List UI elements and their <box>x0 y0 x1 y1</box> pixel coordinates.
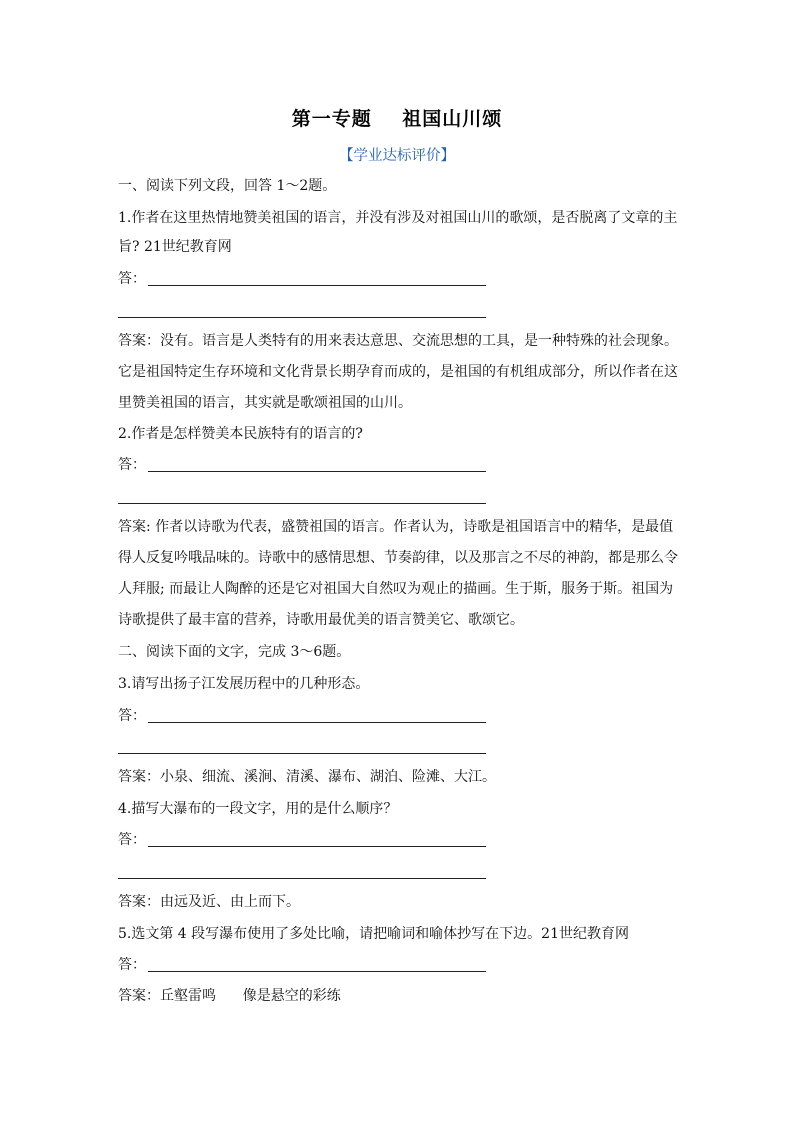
answer-underline <box>118 502 486 504</box>
answer-text: 答案：没有。语言是人类特有的用来表达意思、交流思想的工具，是一种特殊的社会现象。 <box>118 333 678 349</box>
answer-field <box>118 830 486 850</box>
answer-text: 里赞美祖国的语言，其实就是歌颂祖国的山川。 <box>118 395 412 411</box>
section-heading: 二、阅读下面的文字，完成 3～6题。 <box>118 644 351 660</box>
answer-label: 答： <box>118 271 146 287</box>
answer-field <box>118 269 486 289</box>
section-heading: 一、阅读下列文段，回答 1～2题。 <box>118 178 337 194</box>
answer-underline <box>148 722 486 723</box>
answer-text: 它是祖国特定生存环境和文化背景长期孕育而成的，是祖国的有机组成部分，所以作者在这 <box>118 364 678 380</box>
answer-underline <box>118 752 486 754</box>
question-text: 3.请写出扬子江发展历程中的几种形态。 <box>118 676 370 692</box>
answer-text: 人拜服; 而最让人陶醉的还是它对祖国大自然叹为观止的描画。生于斯，服务于斯。祖国为 <box>118 581 674 597</box>
answer-label: 答： <box>118 708 146 724</box>
answer-label: 答： <box>118 832 146 848</box>
question-text: 2.作者是怎样赞美本民族特有的语言的? <box>118 426 363 442</box>
question-text: 4.描写大瀑布的一段文字，用的是什么顺序？ <box>118 801 398 817</box>
answer-label: 答： <box>118 957 146 973</box>
answer-field <box>118 455 486 475</box>
question-text: 1.作者在这里热情地赞美祖国的语言，并没有涉及对祖国山川的歌颂，是否脱离了文章的主 <box>118 210 678 226</box>
answer-underline <box>148 971 486 972</box>
answer-text: 答案：由远及近、由上而下。 <box>118 894 300 910</box>
page-title: 第一专题 祖国山川颂 <box>291 108 503 130</box>
question-text: 旨? 21世纪教育网 <box>118 239 232 255</box>
answer-text: 答案：丘壑雷鸣 像是悬空的彩练 <box>118 988 341 1004</box>
answer-field <box>118 706 486 726</box>
answer-underline <box>118 316 486 318</box>
section-subtitle: 【学业达标评价】 <box>339 148 455 164</box>
answer-text: 答案: 作者以诗歌为代表，盛赞祖国的语言。作者认为，诗歌是祖国语言中的精华，是最值 <box>118 519 674 535</box>
answer-text: 诗歌提供了最丰富的营养，诗歌用最优美的语言赞美它、歌颂它。 <box>118 612 524 628</box>
answer-label: 答： <box>118 457 146 473</box>
question-text: 5.选文第 4 段写瀑布使用了多处比喻，请把喻词和喻体抄写在下边。21世纪教育网 <box>118 926 629 942</box>
answer-text: 答案：小泉、细流、溪涧、清溪、瀑布、湖泊、险滩、大江。 <box>118 769 496 785</box>
answer-field <box>118 955 486 975</box>
answer-underline <box>118 877 486 879</box>
answer-underline <box>148 471 486 472</box>
answer-text: 得人反复吟哦品味的。诗歌中的感情思想、节奏韵律，以及那言之不尽的神韵，都是那么令 <box>118 550 678 566</box>
answer-underline <box>148 846 486 847</box>
answer-underline <box>148 285 486 286</box>
